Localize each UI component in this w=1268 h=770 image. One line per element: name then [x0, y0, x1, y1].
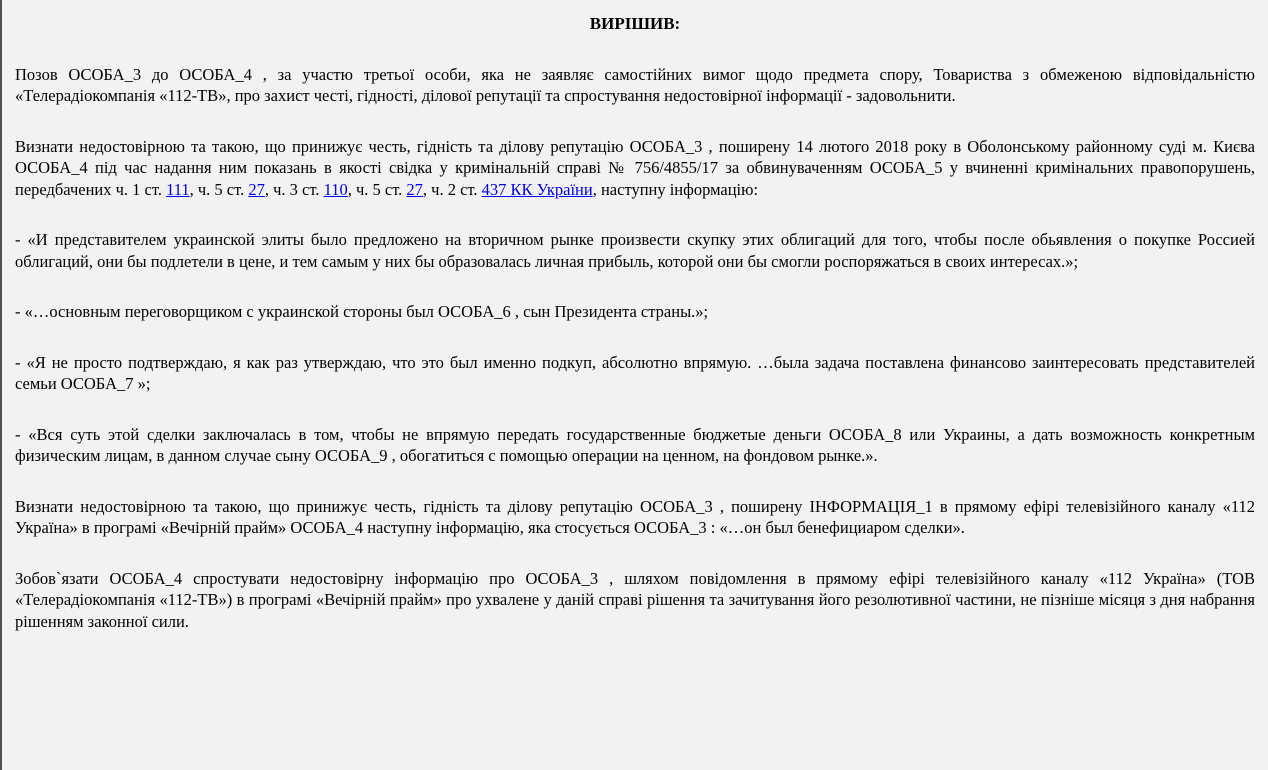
statute-link[interactable]: 437 КК України — [481, 179, 593, 199]
paragraph: Визнати недостовірною та такою, що принижує честь, гідність та ділову репутацію ОСОБА_3 , поширену 14 лютого 2018 року в Оболонському районному суді м. Києва ОСОБА_4 під час надання ним показань в якості свідка у кримінальній справі № 756/4855/17 за обвинуваченням ОСОБА_5 у вчиненні кримінальних правопорушень, передбачених ч. 1 ст. 111, ч. 5 ст. 27, ч. 3 ст. 110, ч. 5 ст. 27, ч. 2 ст. 437 КК України, наступну інформацію: — [15, 136, 1255, 199]
paragraph: Визнати недостовірною та такою, що принижує честь, гідність та ділову репутацію ОСОБА_3 , поширену ІНФОРМАЦІЯ_1 в прямому ефірі телевізійного каналу «112 Україна» в програмі «Вечірній прайм» ОСОБА_4 наступну інформацію, яка стосується ОСОБА_3 : «…он был бенефициаром сделки». — [15, 496, 1255, 537]
paragraph: - «…основным переговорщиком с украинской стороны был ОСОБА_6 , сын Президента страны.»; — [15, 302, 709, 321]
statute-link[interactable]: 110 — [323, 179, 348, 199]
statute-link[interactable]: 111 — [166, 179, 190, 199]
paragraph: - «И представителем украинской элиты было предложено на вторичном рынке произвести скупку этих облигаций для того, чтобы после обьявления о покупке Россией облигаций, они бы подлетели в цене, и тем самым у них бы образовалась личная прибыль, которой они бы смогли роспоряжаться в своих интересах.»; — [15, 230, 1255, 271]
paragraph: - «Я не просто подтверждаю, я как раз утверждаю, что это был именно подкуп, абсолютно впрямую. …была задача поставлена финансово заинтересовать представителей семьи ОСОБА_7 »; — [15, 352, 1255, 393]
statute-link[interactable]: 27 — [406, 179, 423, 199]
document-body — [15, 64, 1255, 633]
resolution-heading: ВИРІШИВ: — [589, 14, 681, 33]
statute-link[interactable]: 27 — [248, 179, 265, 199]
paragraph: - «Вся суть этой сделки заключалась в том, чтобы не впрямую передать государственные бюджетые деньги ОСОБА_8 или Украины, а дать возможность конкретным физическим лицам, в данном случае сыну ОСОБА_9 , обогатиться с помощью операции на ценном, на фондовом рынке.». — [15, 424, 1255, 465]
paragraph: Позов ОСОБА_3 до ОСОБА_4 , за участю третьої особи, яка не заявляє самостійних вимог щодо предмета спору, Товариства з обмеженою відповідальністю «Телерадіокомпанія «112-ТВ», про захист честі, гідності, ділової репутації та спростування недостовірної інформації - задовольнити. — [15, 64, 1255, 105]
paragraph: Зобов`язати ОСОБА_4 спростувати недостовірну інформацію про ОСОБА_3 , шляхом повідомлення в прямому ефірі телевізійного каналу «112 Україна» (ТОВ «Телерадіокомпанія «112-ТВ») в програмі «Вечірній прайм» про ухвалене у даній справі рішення та зачитування його резолютивної частини, не пізніше місяця з дня набрання рішенням законної сили. — [15, 568, 1255, 631]
